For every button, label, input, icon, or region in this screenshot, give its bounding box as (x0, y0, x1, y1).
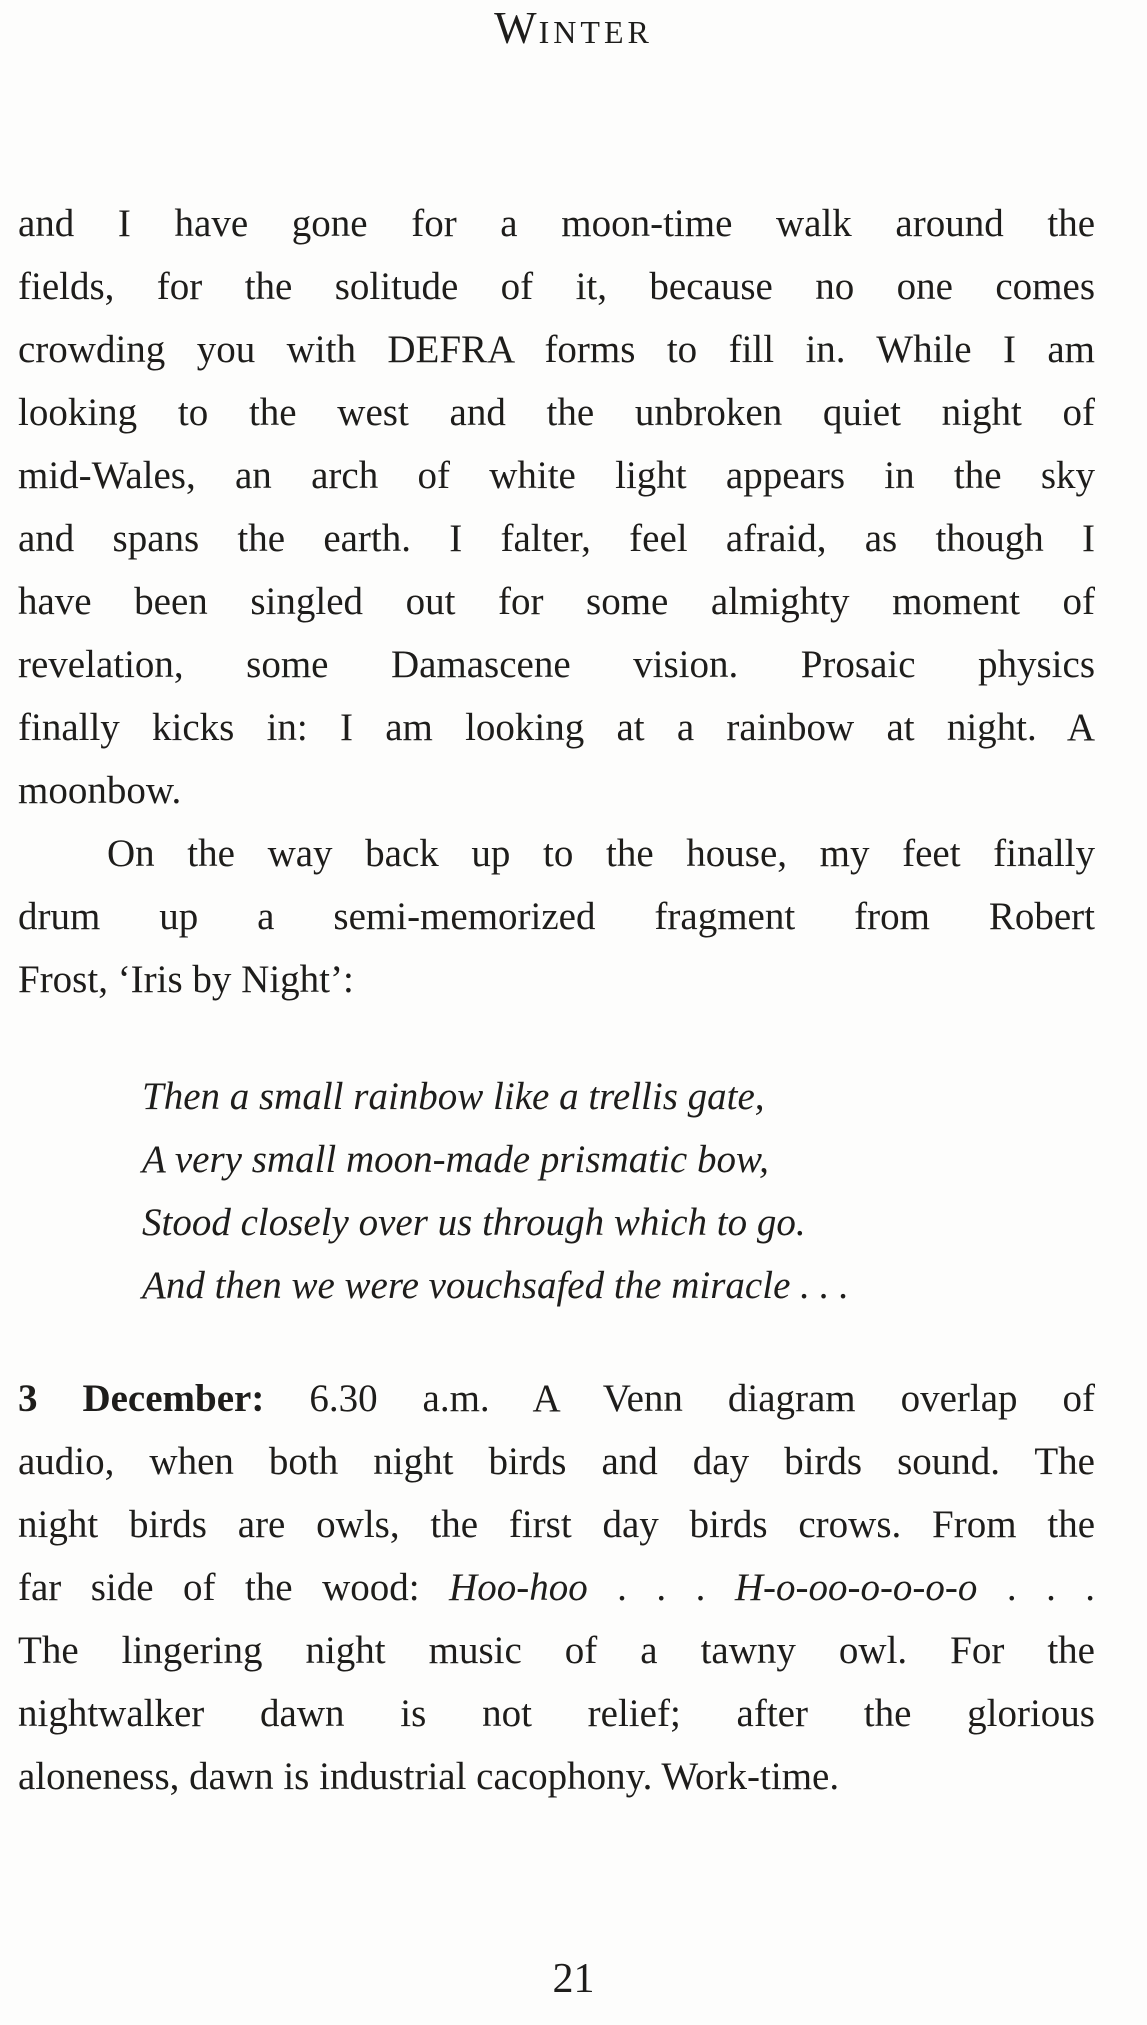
text-line: and I have gone for a moon-time walk around the (18, 202, 1095, 245)
poem-line: A very small moon-made prismatic bow, (142, 1138, 769, 1181)
poem-line: Then a small rainbow like a trellis gate, (142, 1075, 765, 1118)
poem-quotation (18, 1065, 1095, 1317)
text-line: night birds are owls, the first day birds crows. From the (18, 1503, 1095, 1546)
text-block (18, 192, 1095, 1808)
ellipsis-text: . . . (1006, 1566, 1096, 1609)
text-line: looking to the west and the unbroken quiet night of (18, 391, 1095, 434)
text-line: Frost, ‘Iris by Night’: (18, 958, 354, 1001)
text-line: moonbow. (18, 769, 182, 812)
text-line: The lingering night music of a tawny owl. For the (18, 1629, 1095, 1672)
diary-entry (18, 1367, 1095, 1808)
owl-call-text: H-o-oo-o-o-o-o (734, 1566, 978, 1609)
text-line: drum up a semi-memorized fragment from Robert (18, 895, 1095, 938)
ellipsis-text: . . . (617, 1566, 706, 1609)
text-line: have been singled out for some almighty moment of (18, 580, 1095, 623)
text-line (18, 1367, 1095, 1430)
text-line: nightwalker dawn is not relief; after the glorious (18, 1692, 1095, 1735)
page-number: 21 (552, 1956, 595, 2002)
text-line: mid-Wales, an arch of white light appears in the sky (18, 454, 1095, 497)
poem-line: And then we were vouchsafed the miracle . . . (142, 1264, 849, 1307)
text-line (18, 1556, 1095, 1619)
text-line: On the way back up to the house, my feet finally (107, 832, 1095, 875)
paragraph-1 (18, 192, 1095, 822)
text-line: finally kicks in: I am looking at a rainbow at night. A (18, 706, 1095, 749)
text-line: audio, when both night birds and day birds sound. The (18, 1440, 1095, 1483)
owl-call-text: Hoo-hoo (449, 1566, 588, 1609)
running-head (0, 2, 1147, 54)
diary-date-label: 3 December: (18, 1377, 265, 1420)
diary-text: 6.30 a.m. A Venn diagram overlap of (309, 1377, 1095, 1420)
running-head-initial: W (494, 3, 539, 53)
paragraph-2 (18, 822, 1095, 1011)
text-line: aloneness, dawn is industrial cacophony. Work-time. (18, 1755, 840, 1798)
running-head-rest: INTER (538, 14, 653, 50)
text-line: fields, for the solitude of it, because no one comes (18, 265, 1095, 308)
diary-text: far side of the wood: (18, 1566, 420, 1609)
text-line: and spans the earth. I falter, feel afraid, as though I (18, 517, 1095, 560)
text-line: crowding you with DEFRA forms to fill in. While I am (18, 328, 1095, 371)
text-line: revelation, some Damascene vision. Prosaic physics (18, 643, 1095, 686)
poem-line: Stood closely over us through which to go. (142, 1201, 806, 1244)
